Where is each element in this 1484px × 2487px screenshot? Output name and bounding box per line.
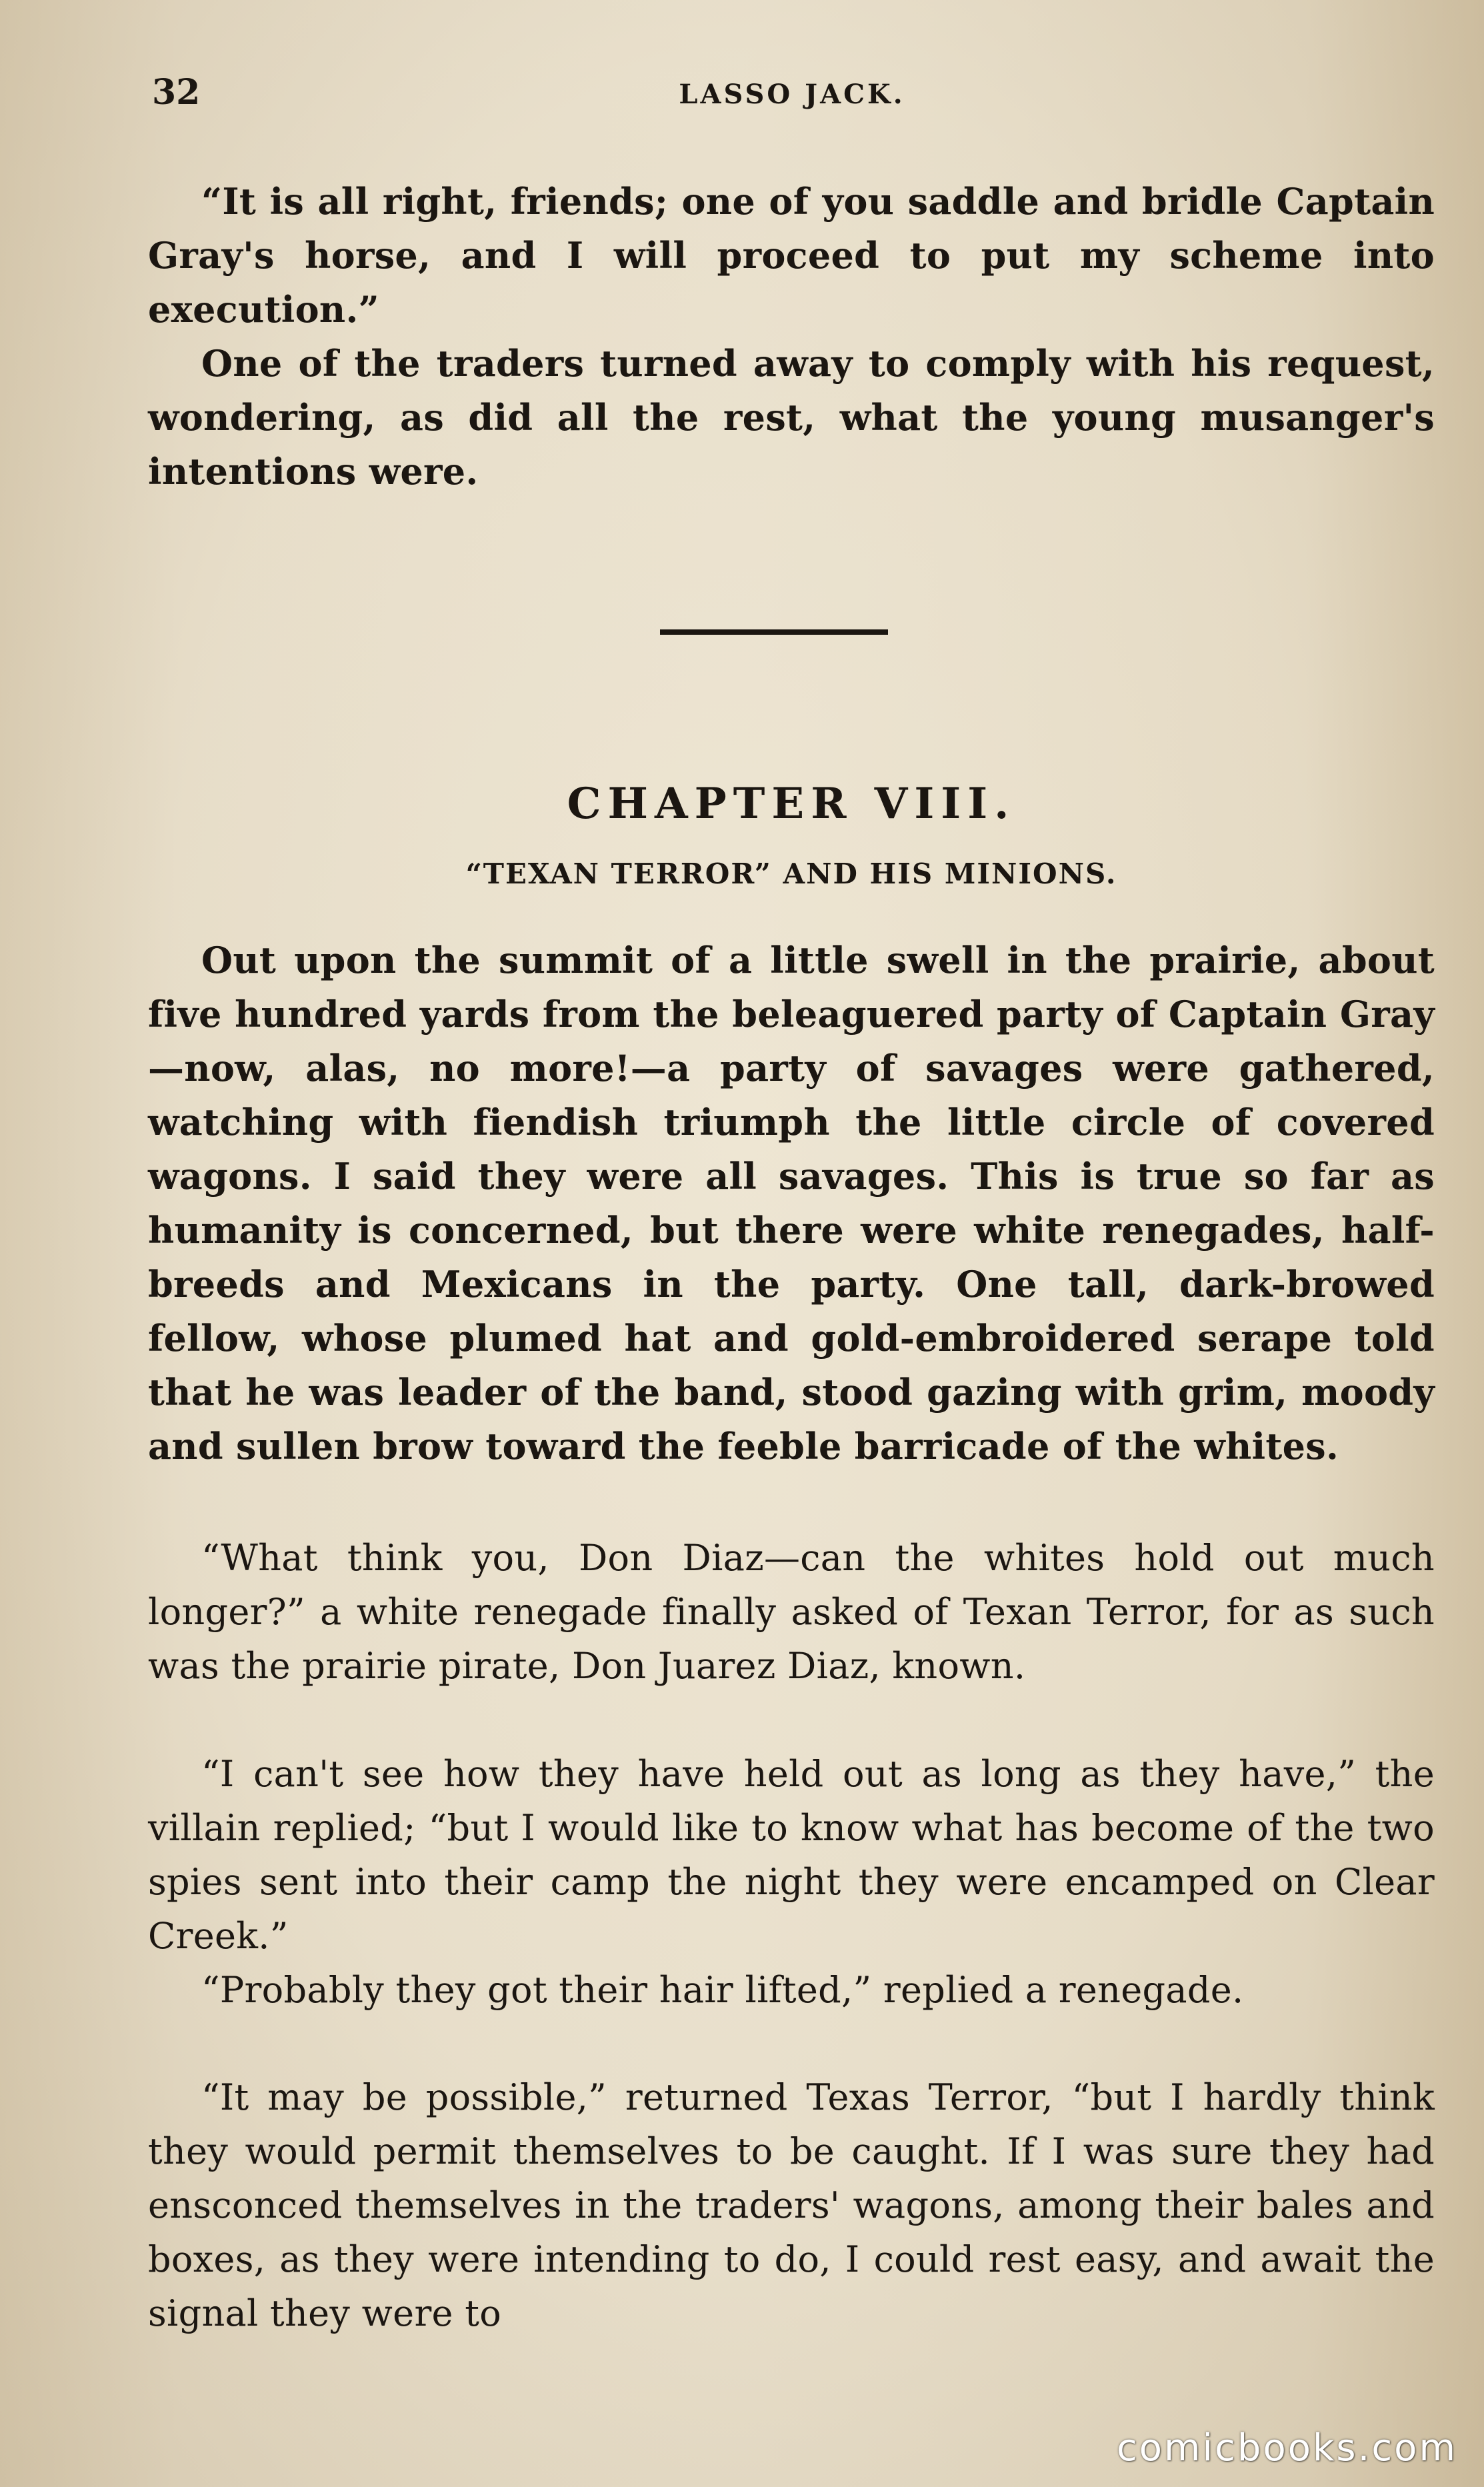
page-header [152,72,1432,125]
paragraph-villain-reply: “I can't see how they have held out as long as they have,” the villain replied; “but I would like to know what has become of the two spies sent into their camp the night they were encamped on Clear Creek.” [148,1753,1435,1957]
chapter-subtitle: “TEXAN TERROR” AND HIS MINIONS. [465,857,1117,890]
section-divider [660,629,888,635]
paragraph-texas-terror-returned: “It may be possible,” returned Texas Terror, “but I hardly think they would permit themselves to be caught. If I was sure they had ensconced themselves in the traders' wagons, among their bales and boxes, as they were intending to do, I could rest easy, and await the signal they were to [148,2076,1435,2334]
paragraph-saddle-horse: “It is all right, friends; one of you saddle and bridle Captain Gray's horse, and I will proceed to put my scheme into execution.” [148,180,1435,331]
paragraph-don-diaz-question: “What think you, Don Diaz—can the whites hold out much longer?” a white renegade finally asked of Texan Terror, for as such was the prairie pirate, Don Juarez Diaz, known. [148,1537,1435,1687]
page-number: 32 [152,72,201,113]
paragraph-hair-lifted: “Probably they got their hair lifted,” replied a renegade. [201,1969,1244,2011]
watermark-text: comicbooks.com [1116,2426,1457,2470]
chapter-title: CHAPTER VIII. [567,779,1016,829]
paragraph-savages-gathered: Out upon the summit of a little swell in the prairie, about five hundred yards from the beleaguered party of Captain Gray —now, alas, no more!—a party of savages were gathered, watching with fiendish triumph the little circle of covered wagons. I said they were all savages. This is true so far as humanity is concerned, but there were white renegades, half-breeds and Mexicans in the party. One tall, dark-browed fellow, whose plumed hat and gold-embroidered serape told that he was leader of the band, stood gazing with grim, moody and sullen brow toward the feeble barricade of the whites. [148,939,1435,1468]
paragraph-traders-comply: One of the traders turned away to comply with his request, wondering, as did all the rest, what the young musanger's intentions were. [148,342,1435,493]
running-title: LASSO JACK. [679,79,905,110]
